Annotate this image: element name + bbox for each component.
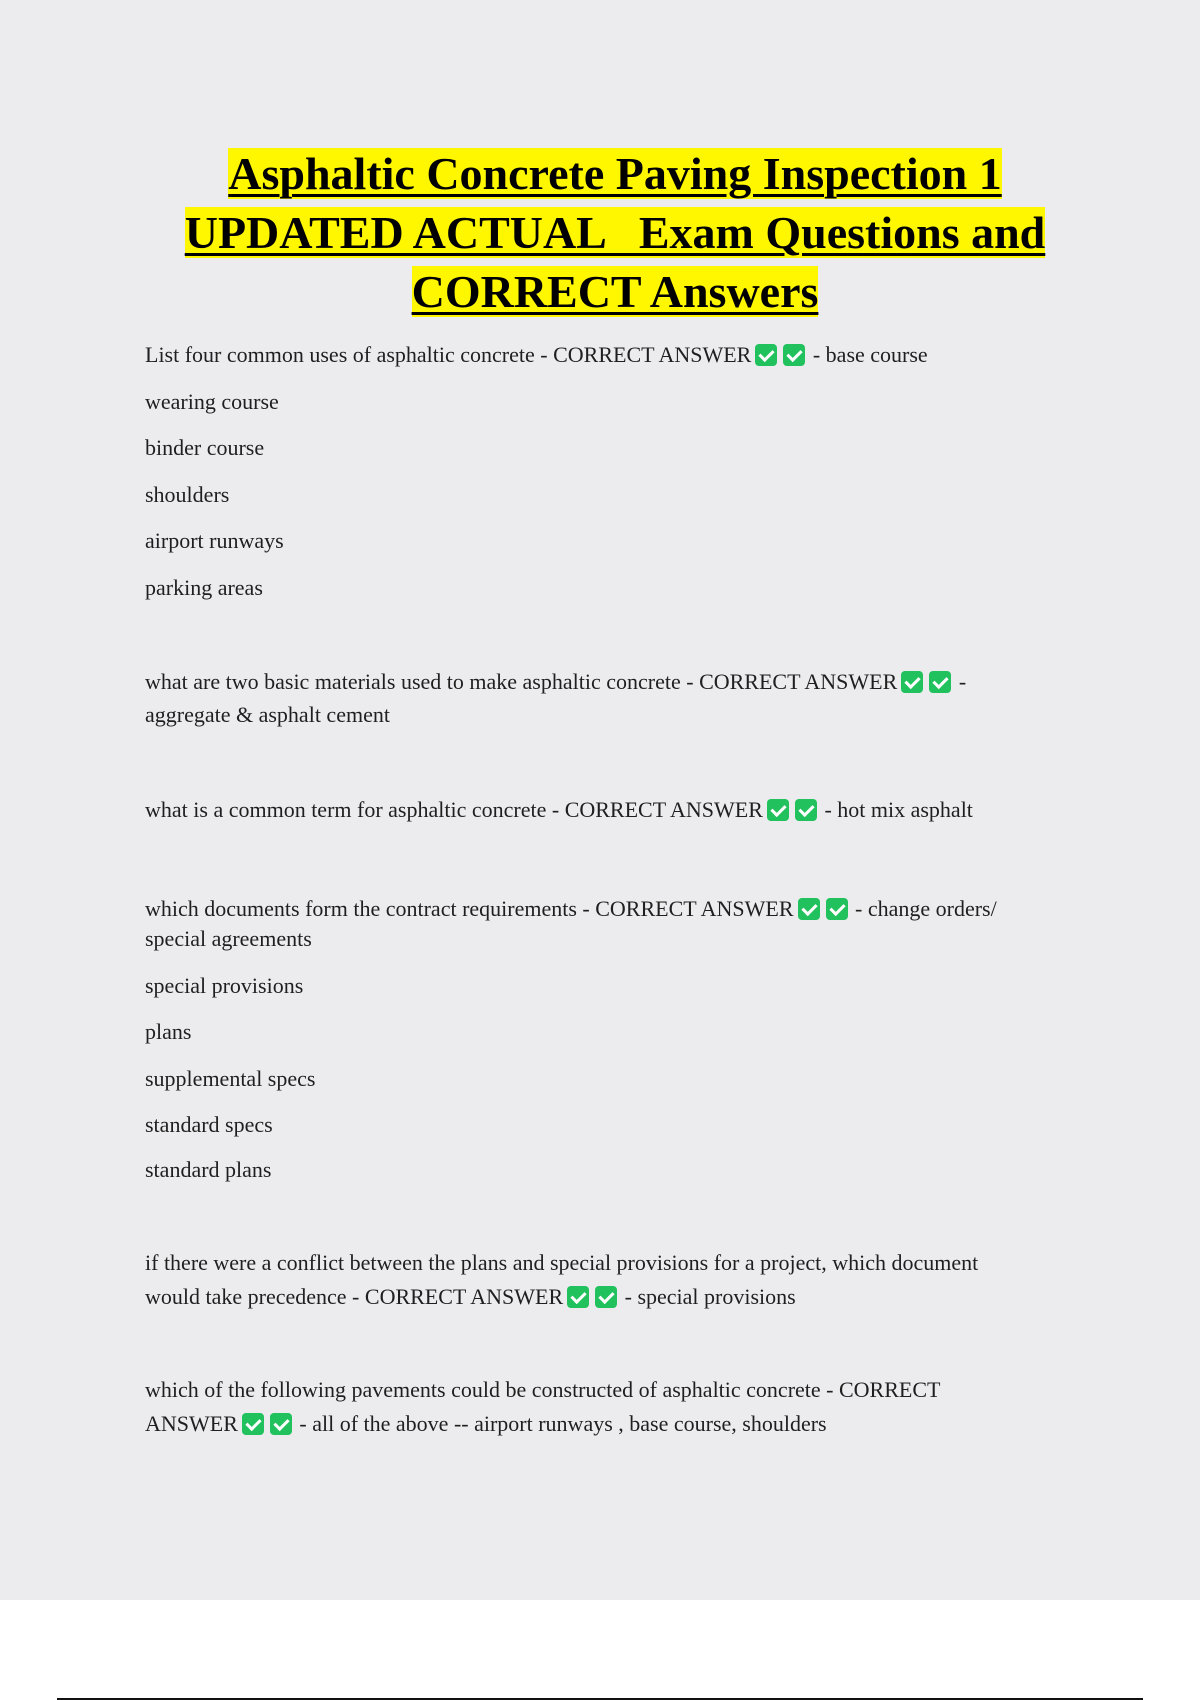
green-checkmark-icon [798, 898, 820, 920]
green-checkmark-icon [595, 1286, 617, 1308]
green-checkmark-icon [929, 671, 951, 693]
qa-2-question-line [145, 667, 966, 697]
qa-6-question-line: which of the following pavements could be constructed of asphaltic concrete - CORRECT [145, 1377, 941, 1402]
qa-3-question-line [145, 795, 973, 825]
green-checkmark-icon [567, 1286, 589, 1308]
qa-4-answer-line: special agreements [145, 926, 312, 951]
qa-4-question: which documents form the contract requirements - [145, 896, 596, 921]
document-title [60, 144, 1170, 321]
qa-5-question-line: if there were a conflict between the plans and special provisions for a project, which document [145, 1250, 979, 1275]
green-checkmark-icon [826, 898, 848, 920]
green-checkmark-icon [901, 671, 923, 693]
qa-4-answer-line: special provisions [145, 973, 304, 998]
qa-4-question-line [145, 894, 997, 924]
qa-2-answer: - [953, 669, 967, 694]
correct-answer-label: CORRECT ANSWER [364, 1284, 564, 1309]
qa-2-question: what are two basic materials used to make asphaltic concrete - [145, 669, 700, 694]
qa-4-answer-line: standard specs [145, 1112, 273, 1137]
qa-4-answer-line: plans [145, 1019, 192, 1044]
qa-1-answer-line: shoulders [145, 482, 230, 507]
qa-1-answer-line: parking areas [145, 575, 263, 600]
qa-3-answer: - hot mix asphalt [818, 797, 973, 822]
correct-answer-label: CORRECT ANSWER [553, 342, 752, 367]
correct-answer-label: ANSWER [145, 1411, 238, 1436]
qa-1-answer-line: wearing course [145, 389, 279, 414]
correct-answer-label: CORRECT ANSWER [564, 797, 763, 822]
title-line-3: CORRECT Answers [411, 266, 819, 317]
qa-5-question-line [145, 1282, 796, 1312]
green-checkmark-icon [795, 799, 817, 821]
qa-5-answer: - special provisions [619, 1284, 796, 1309]
green-checkmark-icon [767, 799, 789, 821]
green-checkmark-icon [242, 1413, 264, 1435]
qa-5-question: would take precedence - [145, 1284, 365, 1309]
qa-2-answer-line: aggregate & asphalt cement [145, 702, 390, 727]
green-checkmark-icon [270, 1413, 292, 1435]
green-checkmark-icon [783, 344, 805, 366]
qa-1-question: List four common uses of asphaltic concrete - [145, 342, 554, 367]
title-line-1: Asphaltic Concrete Paving Inspection 1 [228, 148, 1002, 199]
qa-1-question-line [145, 340, 928, 370]
qa-4-answer: - change orders/ [849, 896, 997, 921]
qa-6-question-line [145, 1409, 827, 1439]
title-line-2: UPDATED ACTUAL Exam Questions and [184, 207, 1046, 258]
qa-6-answer: - all of the above -- airport runways , base course, shoulders [293, 1411, 827, 1436]
correct-answer-label: CORRECT ANSWER [595, 896, 794, 921]
qa-3-question: what is a common term for asphaltic concrete - [145, 797, 565, 822]
qa-1-answer-line: airport runways [145, 528, 284, 553]
correct-answer-label: CORRECT ANSWER [699, 669, 898, 694]
qa-4-answer-line: standard plans [145, 1157, 272, 1182]
qa-4-answer-line: supplemental specs [145, 1066, 316, 1091]
qa-1-answer: - base course [807, 342, 928, 367]
green-checkmark-icon [755, 344, 777, 366]
qa-1-answer-line: binder course [145, 435, 265, 460]
